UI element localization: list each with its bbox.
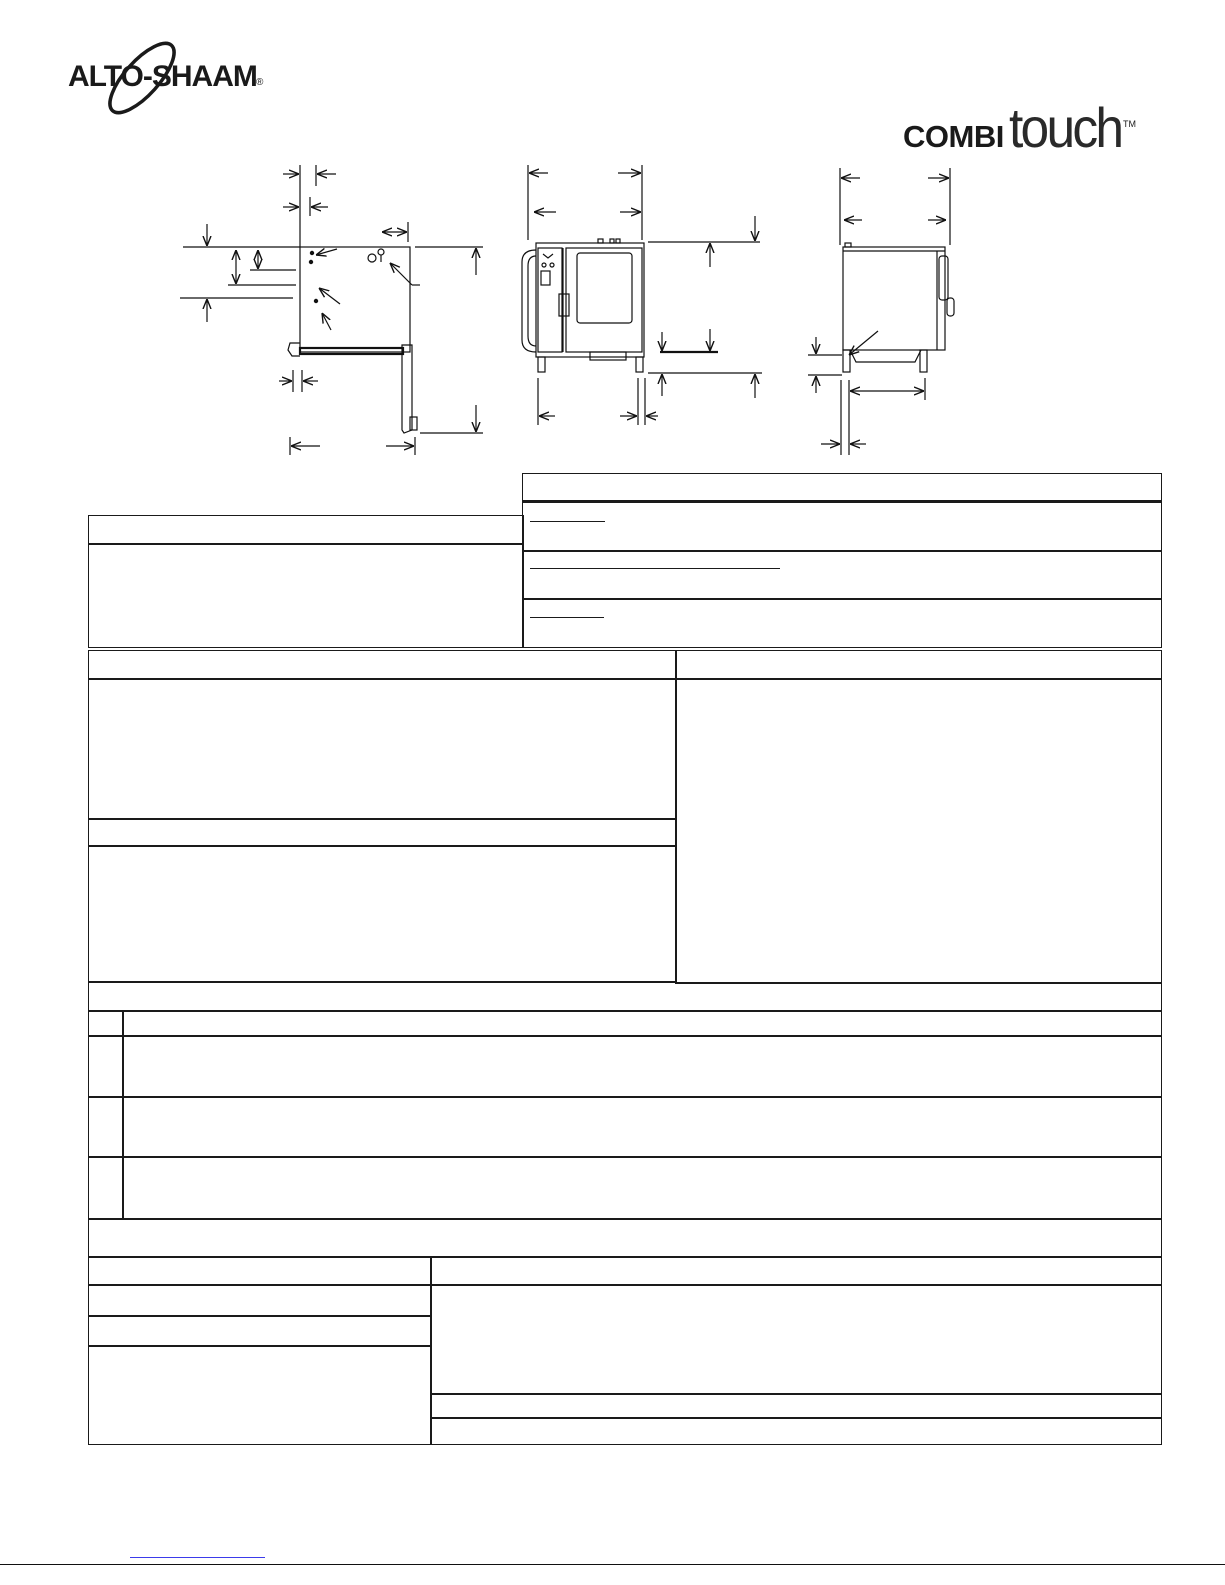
- control-knob: [550, 263, 554, 267]
- leg: [843, 350, 850, 372]
- footer-rule: [0, 1564, 1225, 1565]
- product-name-bold: COMBI: [903, 119, 1004, 154]
- bottom-left-row: [88, 1284, 432, 1317]
- door-latch: [559, 294, 569, 316]
- middle-left-body-lower: [88, 845, 677, 982]
- brand-name: ALTO-SHAAM: [68, 60, 257, 93]
- field-underline: [530, 521, 605, 522]
- top-fitting: [610, 239, 614, 243]
- footer-link[interactable]: [130, 1556, 265, 1558]
- unit-outline-side: [843, 247, 945, 350]
- connection-point: [314, 299, 317, 302]
- leg: [538, 357, 545, 372]
- side-view-drawing: [808, 168, 954, 455]
- side-handle-inner: [528, 256, 536, 346]
- brand-mark-icon: [543, 254, 553, 258]
- spec-table-right-row: [522, 501, 1162, 552]
- spec-table-left-header: [88, 515, 524, 545]
- middle-right-body: [675, 678, 1162, 984]
- door-handle: [410, 417, 417, 430]
- field-underline: [530, 568, 780, 569]
- spec-table-right-row: [522, 550, 1162, 600]
- leader-arrow: [849, 331, 878, 355]
- door-window: [577, 253, 632, 323]
- vent-port: [368, 254, 376, 262]
- spec-table-left-body: [88, 543, 524, 648]
- middle-left-body: [88, 678, 677, 820]
- control-display: [541, 271, 550, 285]
- options-row: [122, 1035, 1162, 1098]
- bottom-left-header: [88, 1256, 432, 1286]
- connection-point: [309, 260, 312, 263]
- bottom-left-row: [88, 1345, 432, 1445]
- bottom-left-row: [88, 1315, 432, 1347]
- door-knob: [947, 298, 954, 316]
- bottom-right-row: [430, 1393, 1162, 1419]
- top-fitting: [598, 239, 603, 243]
- middle-left-subheader: [88, 818, 677, 847]
- base-housing: [850, 350, 921, 362]
- options-row-index: [88, 1156, 124, 1220]
- unit-base-strip: [300, 348, 403, 354]
- options-table-header: [88, 982, 1162, 1012]
- vent-peg: [378, 249, 384, 255]
- note-row: [88, 1218, 1162, 1258]
- field-underline: [530, 617, 604, 618]
- spec-table-right-header: [522, 473, 1162, 503]
- bottom-right-header: [430, 1256, 1162, 1286]
- front-view-drawing: [522, 165, 762, 425]
- technical-drawings: [0, 0, 1225, 470]
- product-name-light: touch: [1009, 96, 1122, 159]
- options-row-index: [88, 1035, 124, 1098]
- options-row-index: [88, 1096, 124, 1158]
- options-row: [122, 1010, 1162, 1037]
- options-row-index: [88, 1010, 124, 1037]
- registered-mark: ®: [256, 77, 264, 88]
- leader-arrow: [319, 288, 340, 304]
- bottom-right-row: [430, 1417, 1162, 1445]
- side-handle-outer: [522, 250, 536, 352]
- top-fitting: [845, 243, 851, 247]
- bottom-right-body: [430, 1284, 1162, 1395]
- top-fitting: [616, 239, 620, 243]
- control-knob: [542, 263, 546, 267]
- middle-right-header: [675, 650, 1162, 680]
- top-view-drawing: [180, 165, 483, 455]
- leader-arrow: [390, 263, 412, 285]
- door-hinge-handle: [939, 256, 948, 300]
- leader-arrow: [316, 249, 337, 255]
- drip-tray: [590, 352, 626, 360]
- leg: [636, 357, 643, 372]
- leader-arrow: [322, 313, 331, 330]
- leg: [920, 350, 927, 372]
- unit-outline-front: [536, 243, 644, 357]
- options-row: [122, 1156, 1162, 1220]
- spec-table-right-row: [522, 598, 1162, 648]
- connection-point: [310, 251, 313, 254]
- trademark-mark: TM: [1123, 119, 1136, 129]
- middle-left-header: [88, 650, 677, 680]
- hinge-left: [288, 343, 300, 356]
- options-row: [122, 1096, 1162, 1158]
